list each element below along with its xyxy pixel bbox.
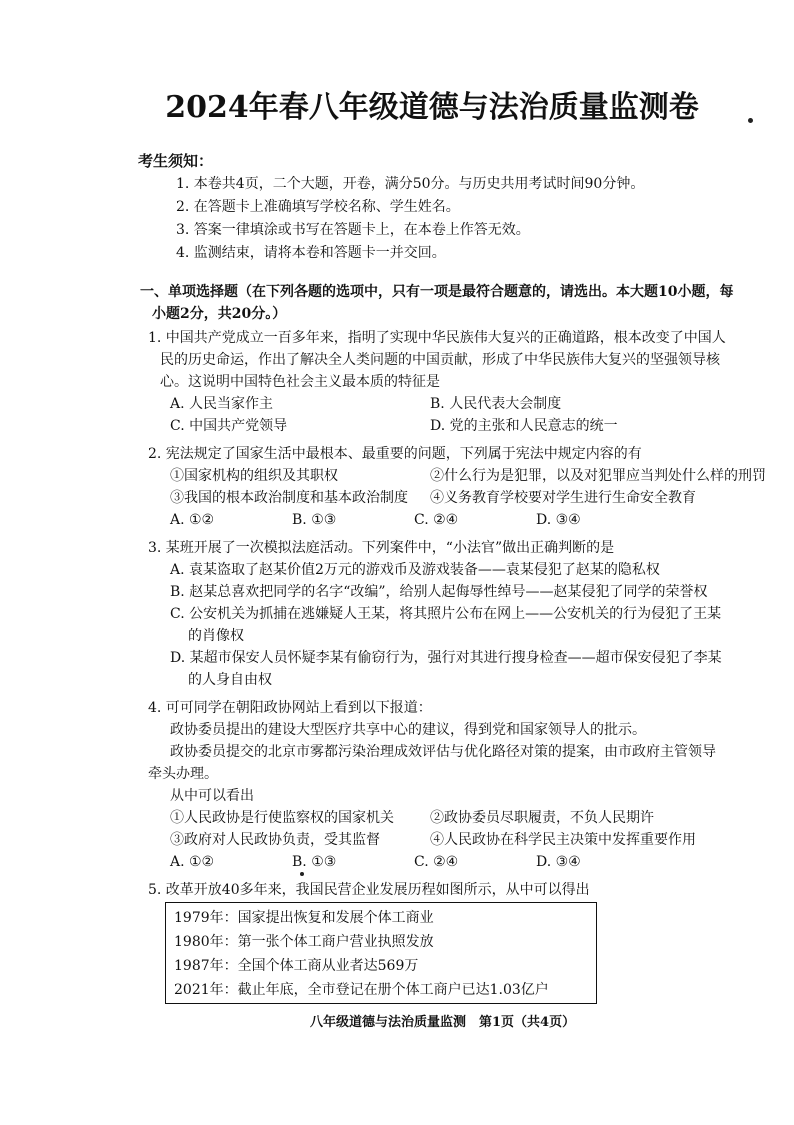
q2-option-d: D. ③④ xyxy=(536,512,581,528)
q4-report-paragraph-1: 政协委员提出的建设大型医疗共享中心的建议，得到党和国家领导人的批示。 xyxy=(170,722,646,738)
notice-heading: 考生须知： xyxy=(138,152,214,170)
q1-option-b: B. 人民代表大会制度 xyxy=(430,396,562,412)
page-title: 2024年春八年级道德与法治质量监测卷 xyxy=(165,90,699,125)
section-heading-line1: 一、单项选择题（在下列各题的选项中，只有一项是最符合题意的，请选出。本大题10小题，每 xyxy=(140,284,734,300)
timeline-box xyxy=(165,902,597,1004)
question-3 xyxy=(148,537,788,691)
q4-report-paragraph-2: 政协委员提交的北京市雾都污染治理成效评估与优化路径对策的提案，由市政府主管领导 xyxy=(170,744,716,760)
q1-stem-line3: 心。这说明中国特色社会主义最本质的特征是 xyxy=(160,374,440,390)
q1-stem-line1: 1. 中国共产党成立一百多年来，指明了实现中华民族伟大复兴的正确道路，根本改变了中国人 xyxy=(148,330,726,346)
q4-statement-1: ①人民政协是行使监察权的国家机关 xyxy=(170,810,394,826)
q4-statement-3: ③政府对人民政协负责，受其监督 xyxy=(170,832,380,848)
scan-speck xyxy=(300,872,304,876)
question-4 xyxy=(148,697,788,873)
q2-option-a: A. ①② xyxy=(170,512,215,528)
q3-option-d-line1: D. 某超市保安人员怀疑李某有偷窃行为，强行对其进行搜身检查——超市保安侵犯了李某 xyxy=(170,650,722,666)
notice-block xyxy=(138,150,758,265)
question-5 xyxy=(148,879,788,901)
q4-stem: 4. 可可同学在朝阳政协网站上看到以下报道： xyxy=(148,700,432,716)
q2-statement-3: ③我国的根本政治制度和基本政治制度 xyxy=(170,490,408,506)
q3-option-b: B. 赵某总喜欢把同学的名字“改编”，给别人起侮辱性绰号——赵某侵犯了同学的荣誉权 xyxy=(170,584,708,600)
timeline-entry: 1980年：第一张个体工商户营业执照发放 xyxy=(174,934,434,950)
q1-stem-line2: 民的历史命运，作出了解决全人类问题的中国贡献，形成了中华民族伟大复兴的坚强领导核 xyxy=(160,352,720,368)
q3-option-c-line2: 的肖像权 xyxy=(188,628,244,644)
q1-option-a: A. 人民当家作主 xyxy=(170,396,274,412)
section-heading xyxy=(140,281,780,325)
q1-option-d: D. 党的主张和人民意志的统一 xyxy=(430,418,618,434)
q2-statement-1: ①国家机构的组织及其职权 xyxy=(170,468,338,484)
question-1 xyxy=(148,327,788,437)
q3-option-d-line2: 的人身自由权 xyxy=(188,672,272,688)
q2-option-b: B. ①③ xyxy=(292,512,337,528)
notice-item: 4. 监测结束，请将本卷和答题卡一并交回。 xyxy=(176,245,446,261)
q2-stem: 2. 宪法规定了国家生活中最根本、最重要的问题，下列属于宪法中规定内容的有 xyxy=(148,446,642,462)
q2-statement-2: ②什么行为是犯罪，以及对犯罪应当判处什么样的刑罚 xyxy=(430,468,766,484)
q4-option-b: B. ①③ xyxy=(292,854,337,870)
timeline-entry: 1979年：国家提出恢复和发展个体工商业 xyxy=(174,910,434,926)
notice-item: 1. 本卷共4页，二个大题，开卷，满分50分。与历史共用考试时间90分钟。 xyxy=(176,176,645,192)
q3-option-c-line1: C. 公安机关为抓捕在逃嫌疑人王某，将其照片公布在网上——公安机关的行为侵犯了王某 xyxy=(170,606,722,622)
notice-item: 2. 在答题卡上准确填写学校名称、学生姓名。 xyxy=(176,199,460,215)
q4-statement-2: ②政协委员尽职履责，不负人民期许 xyxy=(430,810,654,826)
question-2 xyxy=(148,443,788,531)
page-footer: 八年级道德与法治质量监测 第1页（共4页） xyxy=(310,1015,576,1030)
timeline-entry: 2021年：截止年底，全市登记在册个体工商户已达1.03亿户 xyxy=(174,982,549,998)
q4-option-d: D. ③④ xyxy=(536,854,581,870)
q4-report-paragraph-2-cont: 牵头办理。 xyxy=(148,766,218,782)
q5-stem: 5. 改革开放40多年来，我国民营企业发展历程如图所示，从中可以得出 xyxy=(148,882,590,898)
q4-option-a: A. ①② xyxy=(170,854,215,870)
timeline-entry: 1987年：全国个体工商从业者达569万 xyxy=(174,958,419,974)
q4-statement-4: ④人民政协在科学民主决策中发挥重要作用 xyxy=(430,832,696,848)
section-heading-line2: 小题2分，共20分。） xyxy=(152,306,287,322)
notice-item: 3. 答案一律填涂或书写在答题卡上，在本卷上作答无效。 xyxy=(176,222,530,238)
q3-stem: 3. 某班开展了一次模拟法庭活动。下列案件中，“小法官”做出正确判断的是 xyxy=(148,540,615,556)
q1-option-c: C. 中国共产党领导 xyxy=(170,418,288,434)
q4-prompt: 从中可以看出 xyxy=(170,788,254,804)
q2-statement-4: ④义务教育学校要对学生进行生命安全教育 xyxy=(430,490,696,506)
scan-speck xyxy=(748,118,753,123)
q2-option-c: C. ②④ xyxy=(414,512,459,528)
q4-option-c: C. ②④ xyxy=(414,854,459,870)
q3-option-a: A. 袁某盗取了赵某价值2万元的游戏币及游戏装备——袁某侵犯了赵某的隐私权 xyxy=(170,562,660,578)
